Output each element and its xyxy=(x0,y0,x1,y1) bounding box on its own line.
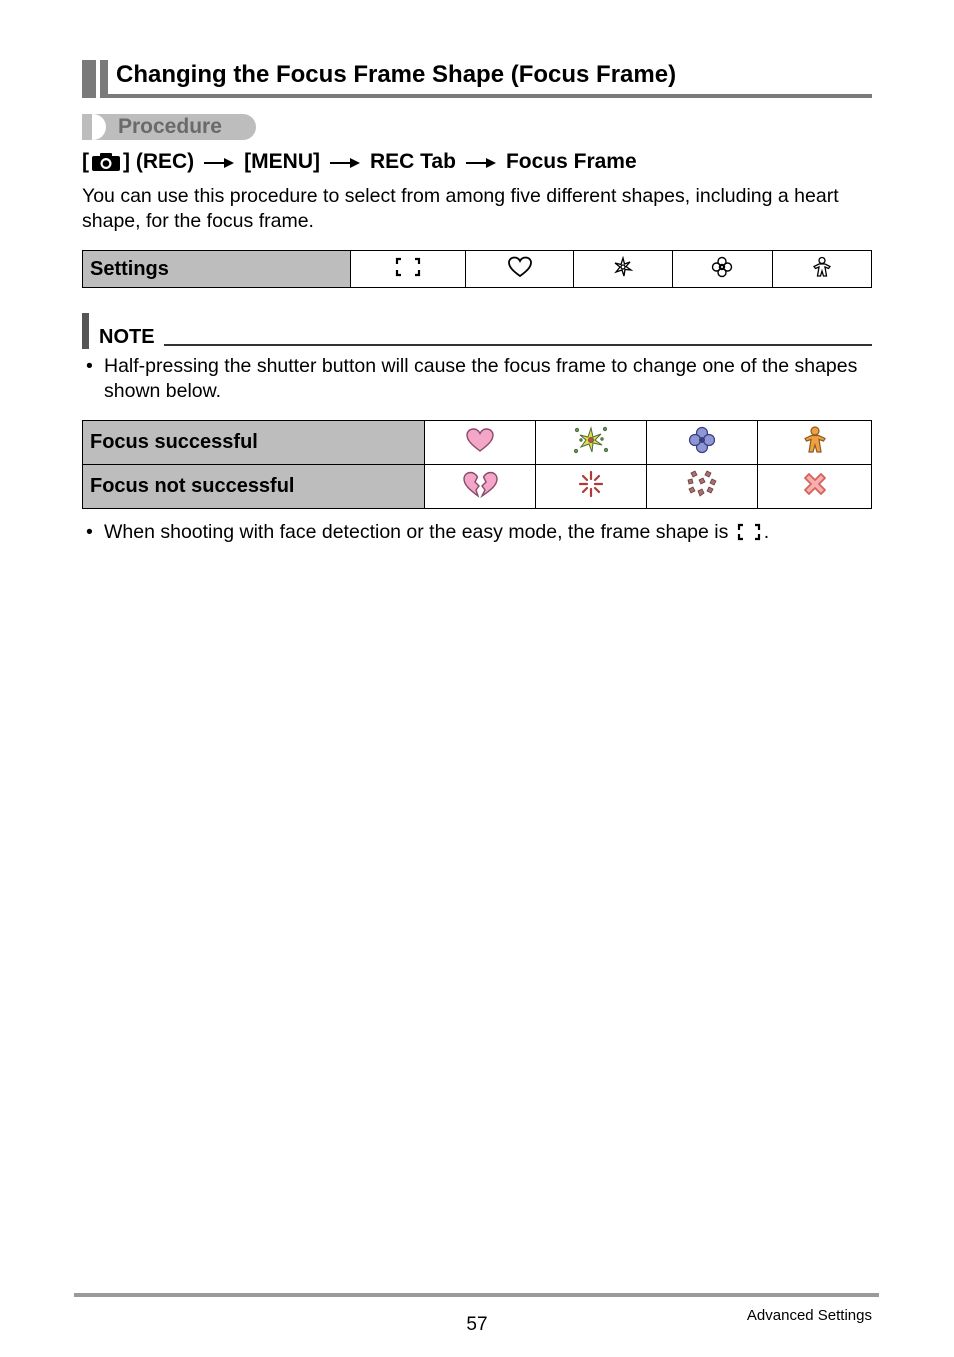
focus-cell xyxy=(425,421,536,465)
scattered-flower-icon xyxy=(686,469,718,499)
path-rec-tab: REC Tab xyxy=(369,150,456,173)
blue-flower-icon xyxy=(687,425,717,455)
yellow-sparkle-icon xyxy=(571,424,611,456)
page-title: Changing the Focus Frame Shape (Focus Frame) xyxy=(116,61,677,88)
bracket-frame-icon xyxy=(736,523,762,541)
arrow-right-icon xyxy=(466,157,496,169)
focus-cell xyxy=(647,421,758,465)
bullet-dot: • xyxy=(86,521,93,543)
focus-cell xyxy=(425,465,536,509)
page-number: 57 xyxy=(466,1314,488,1335)
gingerbread-outline-icon xyxy=(810,255,834,279)
heading-bar xyxy=(82,60,96,98)
path-rec: ] (REC) xyxy=(123,150,195,173)
setting-cell-heart xyxy=(466,251,573,288)
focus-cell xyxy=(536,421,647,465)
flower-outline-icon xyxy=(710,255,734,279)
broken-heart-icon xyxy=(461,469,499,499)
setting-cell-sparkle xyxy=(573,251,672,288)
note-bullet-text xyxy=(104,520,864,545)
setting-cell-flower xyxy=(673,251,772,288)
heart-outline-icon xyxy=(507,255,533,279)
path-focus-frame: Focus Frame xyxy=(505,150,637,173)
bracket-frame-icon xyxy=(394,256,422,278)
focus-cell xyxy=(758,421,872,465)
procedure-tag xyxy=(82,114,256,140)
setting-cell-bracket xyxy=(351,251,466,288)
settings-header: Settings xyxy=(83,251,351,288)
procedure-label: Procedure xyxy=(118,115,222,138)
table-row xyxy=(83,251,872,288)
focus-fail-label: Focus not successful xyxy=(83,465,425,509)
red-sparkle-icon xyxy=(578,470,604,498)
focus-success-label: Focus successful xyxy=(83,421,425,465)
focus-cell xyxy=(758,465,872,509)
table-row xyxy=(83,465,872,509)
focus-cell xyxy=(536,465,647,509)
intro-paragraph: You can use this procedure to select from among five different shapes, including a heart shape, for the focus frame. xyxy=(82,185,839,232)
camera-icon xyxy=(91,152,121,172)
section-heading xyxy=(82,60,872,98)
footer-rule xyxy=(74,1293,879,1297)
table-row xyxy=(83,421,872,465)
settings-table xyxy=(82,250,872,288)
bullet2-period: . xyxy=(763,521,770,543)
footer-section: Advanced Settings xyxy=(746,1307,872,1324)
note-bar xyxy=(82,313,89,349)
focus-cell xyxy=(647,465,758,509)
pink-heart-icon xyxy=(465,426,495,454)
setting-cell-gingerbread xyxy=(772,251,871,288)
note-rule xyxy=(164,344,872,346)
bullet2-text: When shooting with face detection or the easy mode, the frame shape is xyxy=(104,521,729,543)
menu-path xyxy=(82,150,637,174)
note-label: NOTE xyxy=(99,326,155,348)
heading-rule xyxy=(108,94,872,98)
red-x-icon xyxy=(802,471,828,497)
note-bullet-text: Half-pressing the shutter button will cause the focus frame to change one of the shapes shown below. xyxy=(104,355,858,402)
arrow-right-icon xyxy=(204,157,234,169)
focus-table xyxy=(82,420,872,509)
path-open-bracket: [ xyxy=(82,150,89,173)
sparkle-outline-icon xyxy=(611,255,635,279)
orange-gingerbread-icon xyxy=(801,425,829,455)
heading-bar xyxy=(100,60,108,98)
procedure-notch xyxy=(92,114,106,140)
note-heading xyxy=(82,313,872,349)
arrow-right-icon xyxy=(330,157,360,169)
bullet-dot: • xyxy=(86,355,93,377)
path-menu: [MENU] xyxy=(244,150,320,173)
